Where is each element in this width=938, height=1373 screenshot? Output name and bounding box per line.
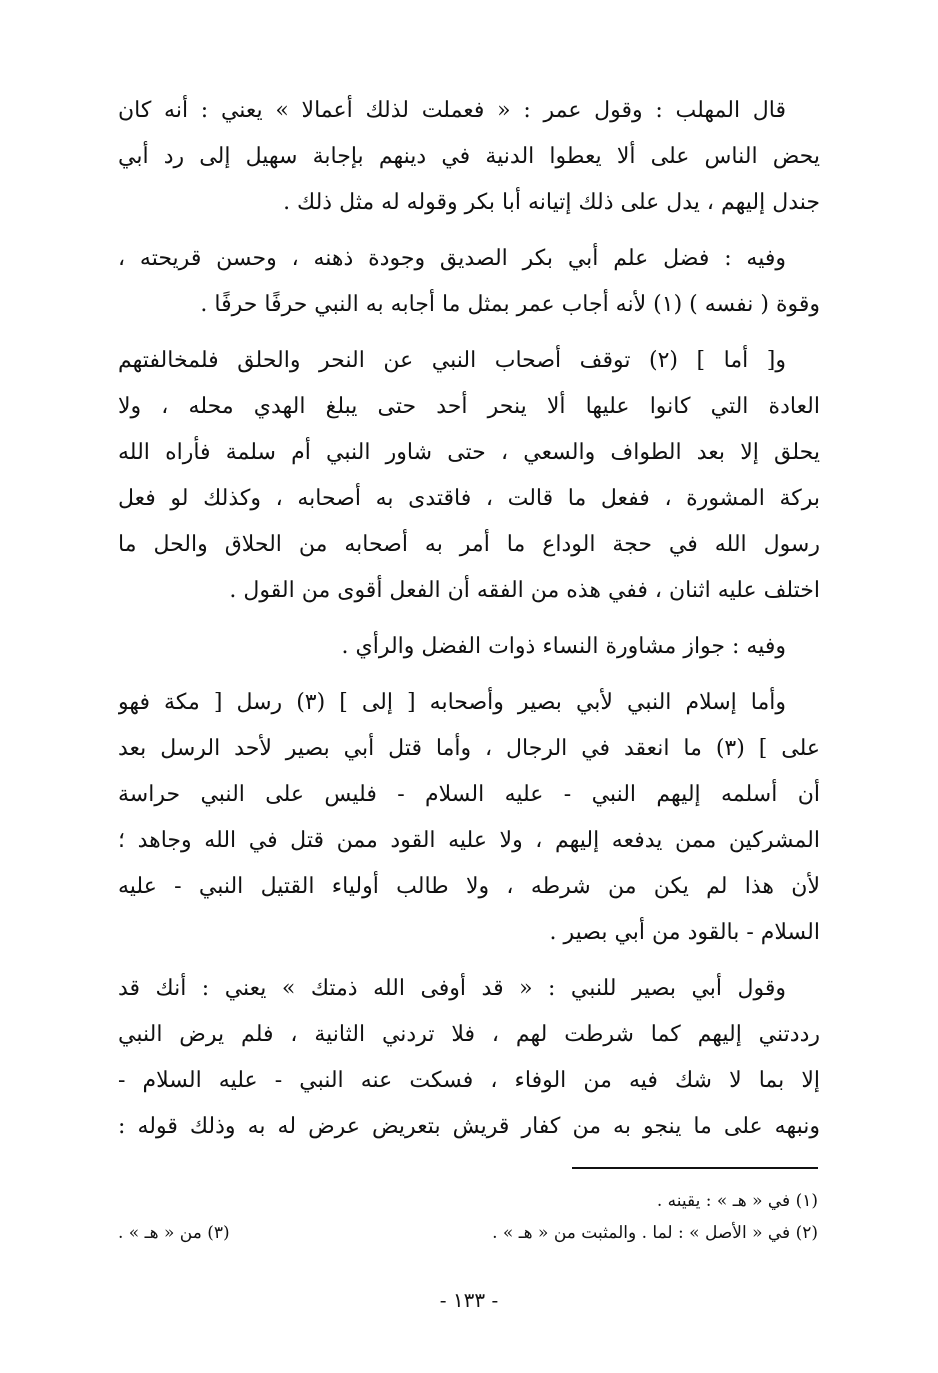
paragraph-abu-basir [118,680,820,956]
text-line: إلا بما لا شك فيه من الوفاء ، فسكت عنه النبي - عليه السلام - [118,1068,820,1093]
text-line: رسول الله في حجة الوداع ما أمر به أصحابه من الحلاق والحل ما [118,532,820,557]
text-line: المشركين ممن يدفعه إليهم ، ولا عليه القود ممن قتل في الله وجاهد ؛ [118,828,820,853]
paragraph-nahr-halq [118,338,820,614]
text-line: لأن هذا لم يكن من شرطه ، ولا طالب أولياء القتيل النبي - عليه [118,874,820,899]
footnote-2: (٢) في « الأصل » : لما . والمثبت من « هـ » . [492,1223,818,1243]
text-line: رددتني إليهم كما شرطت لهم ، فلا تردني الثانية ، فلم يرض النبي [118,1022,820,1047]
text-line: وفيه : جواز مشاورة النساء ذوات الفضل والرأي . [341,634,786,659]
text-line: العادة التي كانوا عليها ألا ينحر أحد حتى يبلغ الهدي محله ، ولا [118,394,820,419]
text-line: اختلف عليه اثنان ، ففي هذه من الفقه أن الفعل أقوى من القول . [229,578,820,603]
text-line: وأما إسلام النبي لأبي بصير وأصحابه [ إلى ] (٣) رسل [ مكة فهو [118,690,786,715]
text-line: بركة المشورة ، ففعل ما قالت ، فاقتدى به أصحابه ، وكذلك لو فعل [118,486,820,511]
footnote-divider [572,1167,818,1169]
paragraph-dhimma [118,966,820,1150]
text-line: أن أسلمه إليهم النبي - عليه السلام - فليس على النبي حراسة [118,782,820,807]
text-line: وقوة ( نفسه ) (١) لأنه أجاب عمر بمثل ما أجابه به النبي حرفًا حرفًا . [200,292,820,317]
text-line: يحض الناس على ألا يعطوا الدنية في دينهم بإجابة سهيل إلى رد أبي [118,144,820,169]
footnote-3: (٣) من « هـ » . [118,1223,230,1243]
footnote-1: (١) في « هـ » : يقينه . [656,1191,818,1211]
footnote-row [118,1217,818,1249]
paragraph-mushawara [118,624,820,670]
text-line: وقول أبي بصير للنبي : « قد أوفى الله ذمتك » يعني : أنك قد [118,976,786,1001]
footnote-row [118,1185,818,1217]
text-line: السلام - بالقود من أبي بصير . [549,920,820,945]
text-line: قال المهلب : وقول عمر : « فعملت لذلك أعمالا » يعني : أنه كان [118,98,787,123]
text-line: و[ أما ] (٢) توقف أصحاب النبي عن النحر والحلق فلمخالفتهم [118,348,786,373]
page-number: - ١٣٣ - [439,1288,499,1312]
text-line: ونبهه على ما ينجو به من كفار قريش بتعريض عرض له به وذلك قوله : [118,1114,820,1139]
paragraph-abu-bakr [118,236,820,328]
text-line: يحلق إلا بعد الطواف والسعي ، حتى شاور النبي أم سلمة فأراه الله [118,440,820,465]
page-body [118,88,820,1160]
footnotes [118,1185,818,1249]
text-line: جندل إليهم ، يدل على ذلك إتيانه أبا بكر وقوله له مثل ذلك . [283,190,820,215]
text-line: وفيه : فضل علم أبي بكر الصديق وجودة ذهنه ، وحسن قريحته ، [118,246,786,271]
paragraph-muhallab [118,88,820,226]
text-line: على ] (٣) ما انعقد في الرجال ، وأما قتل أبي بصير لأحد الرسل بعد [118,736,820,761]
